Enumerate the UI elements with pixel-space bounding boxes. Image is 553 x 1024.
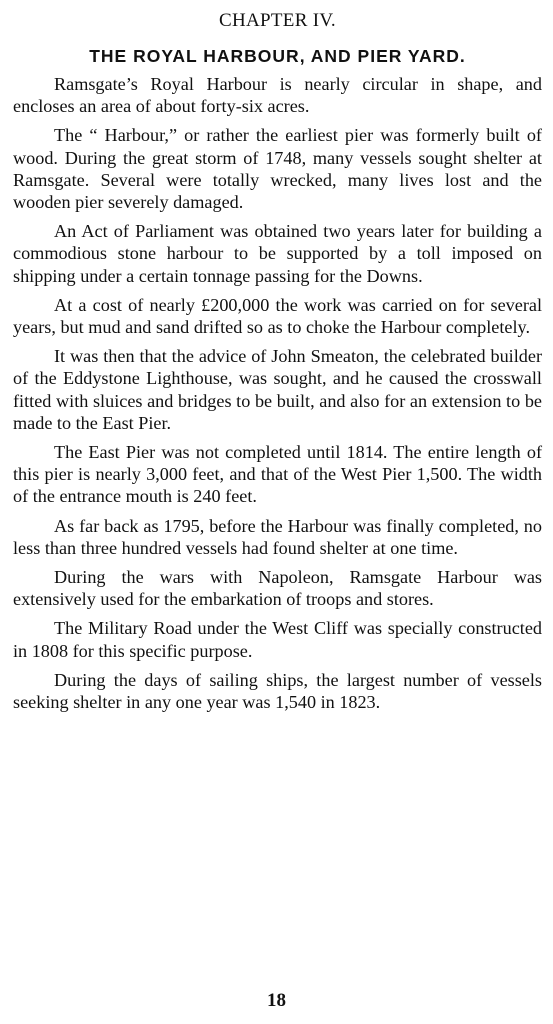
paragraph: At a cost of nearly £200,000 the work was carried on for several years, but mud and sand drifted so as to choke the Harbour completely. (13, 294, 542, 338)
paragraph: It was then that the advice of John Smeaton, the celebrated builder of the Eddystone Lighthouse, was sought, and he caused the crosswall fitted with sluices and bridges to be built, and also for an extension to be made to the East Pier. (13, 346, 542, 433)
section-title: THE ROYAL HARBOUR, AND PIER YARD. (89, 46, 466, 66)
paragraph: During the days of sailing ships, the largest number of vessels seeking shelter in any one year was 1,540 in 1823. (13, 669, 542, 713)
chapter-heading: CHAPTER IV. (219, 10, 336, 31)
body-text (13, 73, 542, 713)
paragraph: The “ Harbour,” or rather the earliest pier was formerly built of wood. During the great storm of 1748, many vessels sought shelter at Ramsgate. Several were totally wrecked, many lives lost and the wooden pier severely damaged. (13, 125, 542, 213)
paragraph: As far back as 1795, before the Harbour was finally completed, no less than three hundred vessels had found shelter at one time. (13, 515, 542, 558)
paragraph: During the wars with Napoleon, Ramsgate Harbour was extensively used for the embarkation of troops and stores. (13, 567, 542, 610)
paragraph: The Military Road under the West Cliff was specially constructed in 1808 for this specific purpose. (13, 618, 542, 661)
paragraph: The East Pier was not completed until 1814. The entire length of this pier is nearly 3,000 feet, and that of the West Pier 1,500. The width of the entrance mouth is 240 feet. (13, 442, 542, 507)
paragraph: Ramsgate’s Royal Harbour is nearly circular in shape, and encloses an area of about forty-six acres. (13, 74, 542, 117)
paragraph: An Act of Parliament was obtained two years later for building a commodious stone harbour to be supported by a toll imposed on shipping under a certain tonnage passing for the Downs. (13, 221, 542, 286)
page-number: 18 (267, 990, 286, 1011)
